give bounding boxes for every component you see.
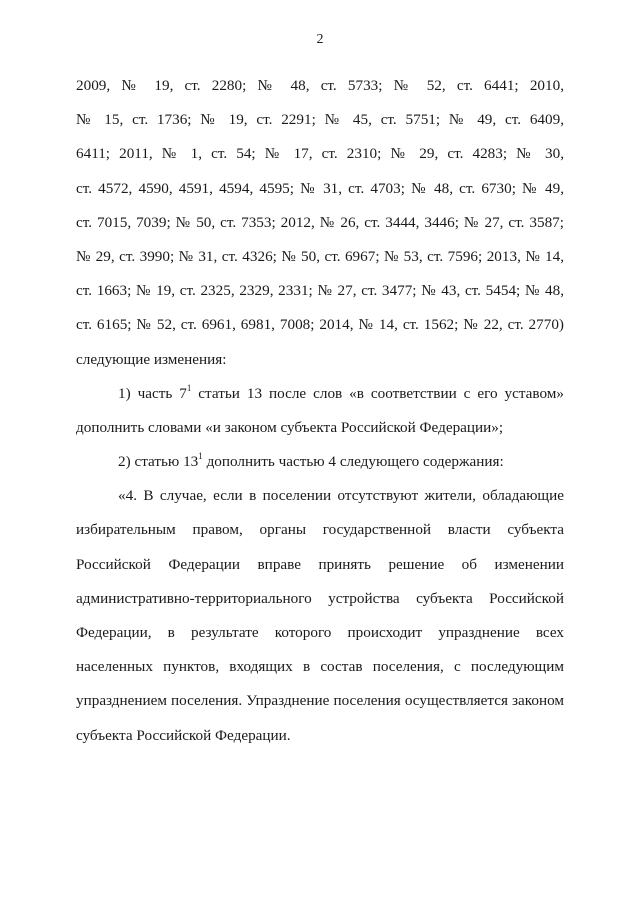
quote-line: «4. В случае, если в поселении отсутствуют жители, обладающие [118,487,564,505]
superscript: 1 [198,451,203,461]
item-1-text-cont: статьи 13 после слов «в соответствии с его уставом» [191,384,564,402]
text-line: следующие изменения: [76,350,227,368]
text-line: № 29, ст. 3990; № 31, ст. 4326; № 50, ст. 6967; № 53, ст. 7596; 2013, № 14, [76,247,564,265]
text-line: № 15, ст. 1736; № 19, ст. 2291; № 45, ст. 5751; № 49, ст. 6409, [76,111,564,129]
quote-line: субъекта Российской Федерации. [76,726,291,744]
document-body [76,69,564,753]
quote-line: административно-территориального устройства субъекта Российской [76,589,564,607]
item-1-text: 1) часть 7 [118,384,187,402]
text-line: ст. 1663; № 19, ст. 2325, 2329, 2331; № 27, ст. 3477; № 43, ст. 5454; № 48, [76,282,564,300]
quote-line: Российской Федерации вправе принять решение об изменении [76,555,564,573]
item-2-line [76,445,564,479]
page-number: 2 [316,32,324,47]
quote-line: населенных пунктов, входящих в состав поселения, с последующим [76,658,564,676]
text-line: 2009, № 19, ст. 2280; № 48, ст. 5733; № 52, ст. 6441; 2010, [76,77,564,94]
item-1-line-2: дополнить словами «и законом субъекта Российской Федерации»; [76,418,504,436]
item-1-line-1 [76,377,564,411]
text-line: ст. 7015, 7039; № 50, ст. 7353; 2012, № 26, ст. 3444, 3446; № 27, ст. 3587; [76,213,564,231]
quote-line: упразднением поселения. Упразднение поселения осуществляется законом [76,692,564,710]
quote-line: избирательным правом, органы государственной власти субъекта [76,521,564,539]
superscript: 1 [186,382,192,393]
item-2-text: 2) статью 13 [118,453,199,471]
quote-line: Федерации, в результате которого происходит упразднение всех [76,624,564,641]
text-line: 6411; 2011, № 1, ст. 54; № 17, ст. 2310; № 29, ст. 4283; № 30, [76,145,564,163]
text-line: ст. 6165; № 52, ст. 6961, 6981, 7008; 2014, № 14, ст. 1562; № 22, ст. 2770) [76,316,564,334]
text-line: ст. 4572, 4590, 4591, 4594, 4595; № 31, ст. 4703; № 48, ст. 6730; № 49, [76,179,564,197]
item-2-text-cont: дополнить частью 4 следующего содержания: [202,453,504,471]
